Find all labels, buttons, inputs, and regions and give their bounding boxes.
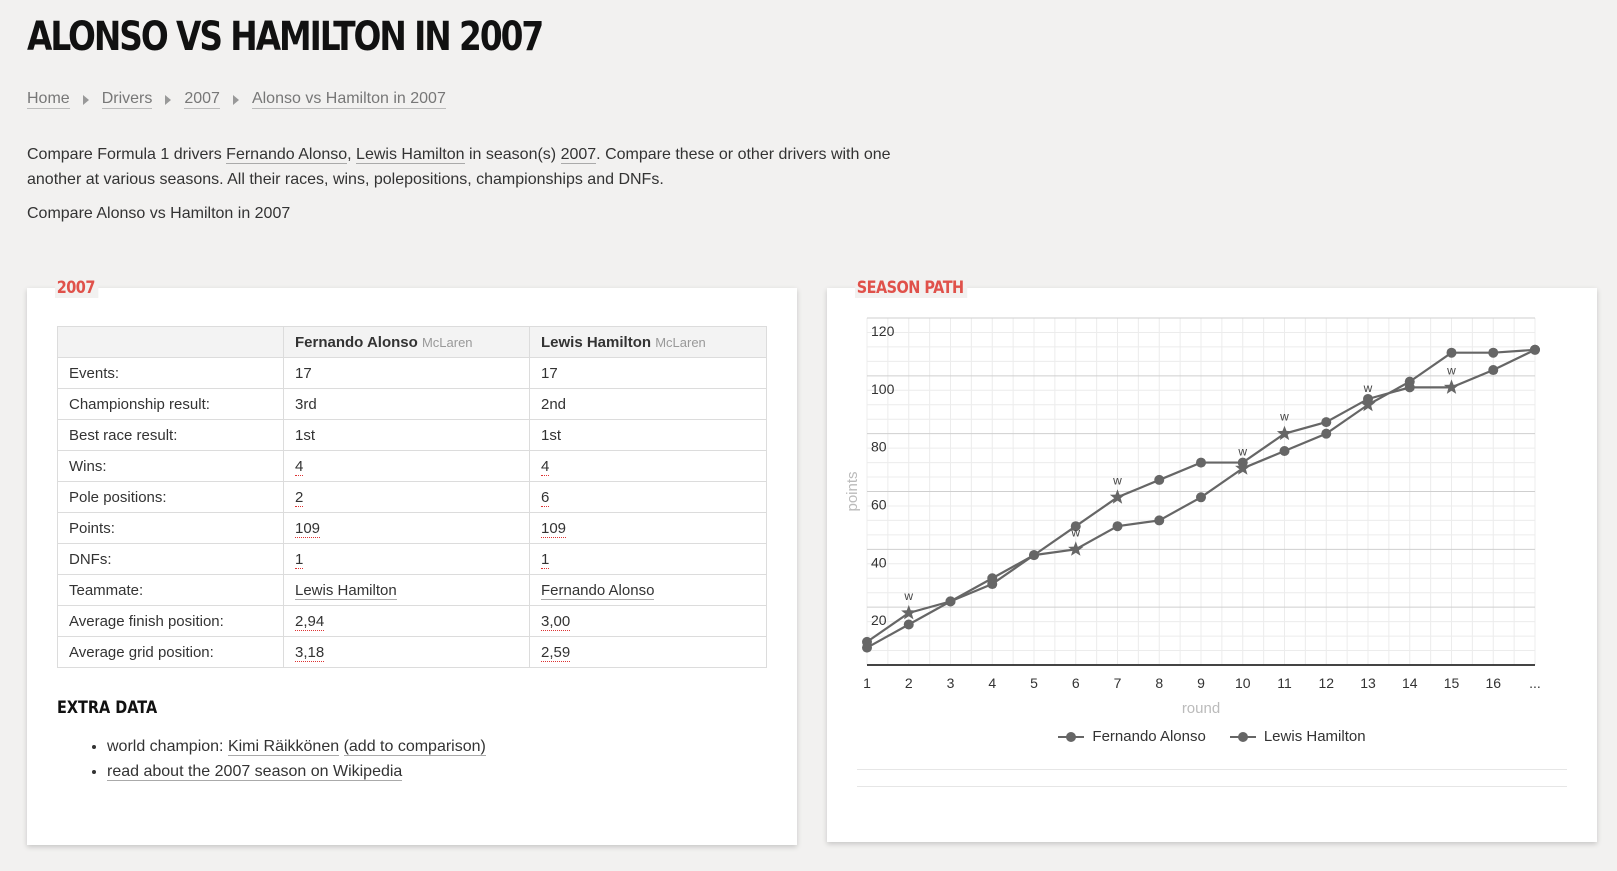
stat-detail-link[interactable]: 1 bbox=[541, 550, 550, 568]
intro-paragraph bbox=[27, 142, 907, 192]
data-point bbox=[1280, 446, 1290, 456]
x-tick-label: 3 bbox=[946, 675, 955, 691]
breadcrumb-home-link[interactable]: Home bbox=[27, 90, 70, 107]
legend-label: Fernando Alonso bbox=[1092, 728, 1206, 745]
stat-detail-link[interactable]: 3,18 bbox=[295, 643, 325, 661]
x-tick-label: 1 bbox=[863, 675, 871, 691]
x-tick-label: 5 bbox=[1030, 675, 1038, 691]
data-point bbox=[1029, 550, 1039, 560]
table-row bbox=[58, 451, 767, 482]
row-value-cell bbox=[284, 482, 530, 513]
x-tick-label: 16 bbox=[1485, 675, 1502, 691]
table-row bbox=[58, 544, 767, 575]
x-tick-label: 12 bbox=[1318, 675, 1335, 691]
stat-value: 17 bbox=[295, 364, 312, 382]
intro-text: in season(s) bbox=[464, 146, 561, 163]
data-point bbox=[1321, 429, 1331, 439]
table-row bbox=[58, 513, 767, 544]
x-tick-label: 14 bbox=[1401, 675, 1418, 691]
data-point bbox=[1196, 492, 1206, 502]
y-axis-title: points bbox=[844, 471, 861, 512]
win-label: w bbox=[1363, 380, 1373, 395]
data-point bbox=[987, 573, 997, 583]
table-header-empty bbox=[58, 327, 284, 358]
season-stats-card bbox=[27, 278, 797, 845]
table-row bbox=[58, 575, 767, 606]
x-tick-label: ... bbox=[1529, 675, 1541, 691]
card-heading: SEASON PATH bbox=[855, 278, 967, 298]
breadcrumb-drivers-link[interactable]: Drivers bbox=[101, 90, 153, 107]
line-marker-icon bbox=[1058, 730, 1084, 744]
stat-detail-link[interactable]: 2 bbox=[295, 488, 304, 506]
row-value-cell bbox=[284, 544, 530, 575]
data-point bbox=[1488, 348, 1498, 358]
card-heading: 2007 bbox=[55, 278, 98, 298]
table-row bbox=[58, 420, 767, 451]
row-label: Average grid position: bbox=[58, 637, 284, 668]
chart-legend bbox=[827, 728, 1597, 745]
win-label: w bbox=[1113, 473, 1122, 488]
breadcrumb-arrow-icon bbox=[83, 95, 89, 105]
y-tick-label: 80 bbox=[871, 438, 887, 455]
x-tick-label: 15 bbox=[1443, 675, 1460, 691]
row-value-cell bbox=[530, 513, 767, 544]
stat-detail-link[interactable]: 3,00 bbox=[541, 612, 571, 630]
team-name: McLaren bbox=[655, 334, 706, 350]
table-header-row bbox=[58, 327, 767, 358]
teammate-link[interactable]: Lewis Hamilton bbox=[295, 581, 397, 599]
data-point bbox=[1405, 377, 1415, 387]
win-label: w bbox=[1071, 525, 1081, 540]
divider bbox=[857, 769, 1567, 770]
y-tick-label: 60 bbox=[871, 496, 887, 513]
driver-name: Fernando Alonso bbox=[295, 333, 418, 351]
stat-detail-link[interactable]: 4 bbox=[295, 457, 304, 475]
data-point bbox=[1113, 521, 1123, 531]
win-label: w bbox=[1280, 409, 1289, 424]
x-tick-label: 2 bbox=[904, 675, 913, 691]
driver-hamilton-link[interactable]: Lewis Hamilton bbox=[356, 146, 465, 163]
data-point bbox=[1530, 345, 1540, 355]
intro-separator: , bbox=[347, 146, 357, 163]
page-subtitle: Compare Alonso vs Hamilton in 2007 bbox=[27, 205, 291, 222]
row-value-cell bbox=[284, 420, 530, 451]
table-row bbox=[58, 606, 767, 637]
breadcrumb bbox=[27, 90, 446, 109]
y-tick-label: 100 bbox=[871, 380, 895, 397]
x-tick-label: 7 bbox=[1113, 675, 1122, 691]
data-point bbox=[1154, 475, 1164, 485]
table-header-driver bbox=[284, 327, 530, 358]
table-header-driver bbox=[530, 327, 767, 358]
row-value-cell bbox=[530, 544, 767, 575]
list-item bbox=[107, 734, 486, 759]
win-label: w bbox=[1447, 363, 1456, 378]
stat-value: 1st bbox=[295, 426, 316, 444]
win-label: w bbox=[904, 588, 914, 603]
row-value-cell bbox=[284, 358, 530, 389]
table-row bbox=[58, 358, 767, 389]
stat-value: 1st bbox=[541, 426, 562, 444]
row-label: Championship result: bbox=[58, 389, 284, 420]
y-tick-label: 40 bbox=[871, 554, 887, 571]
stat-detail-link[interactable]: 109 bbox=[295, 519, 321, 537]
table-row bbox=[58, 389, 767, 420]
x-tick-label: 8 bbox=[1155, 675, 1164, 691]
table-row bbox=[58, 482, 767, 513]
row-label: Average finish position: bbox=[58, 606, 284, 637]
stat-detail-link[interactable]: 109 bbox=[541, 519, 567, 537]
row-value-cell bbox=[530, 420, 767, 451]
row-value-cell bbox=[284, 606, 530, 637]
row-value-cell bbox=[530, 358, 767, 389]
row-value-cell bbox=[530, 606, 767, 637]
row-value-cell bbox=[284, 513, 530, 544]
legend-item[interactable] bbox=[1058, 728, 1205, 745]
teammate-link[interactable]: Fernando Alonso bbox=[541, 581, 655, 599]
data-point bbox=[1447, 348, 1457, 358]
x-tick-label: 9 bbox=[1197, 675, 1205, 691]
stat-detail-link[interactable]: 2,59 bbox=[541, 643, 571, 661]
row-label: DNFs: bbox=[58, 544, 284, 575]
wikipedia-link[interactable]: read about the 2007 season on Wikipedia bbox=[107, 763, 403, 780]
data-point bbox=[1488, 365, 1498, 375]
data-point bbox=[946, 596, 956, 606]
row-label: Wins: bbox=[58, 451, 284, 482]
row-value-cell bbox=[284, 575, 530, 606]
legend-label: Lewis Hamilton bbox=[1263, 728, 1366, 745]
x-axis-title: round bbox=[1181, 700, 1221, 717]
table-row bbox=[58, 637, 767, 668]
stat-value: 17 bbox=[541, 364, 558, 382]
stat-value: 3rd bbox=[295, 395, 317, 413]
driver-name: Lewis Hamilton bbox=[541, 333, 652, 351]
x-tick-label: 13 bbox=[1360, 675, 1376, 691]
breadcrumb-season-link[interactable]: 2007 bbox=[184, 90, 220, 107]
row-value-cell bbox=[530, 637, 767, 668]
x-tick-label: 4 bbox=[988, 675, 997, 691]
row-value-cell bbox=[284, 637, 530, 668]
extra-data-list bbox=[77, 734, 486, 784]
divider bbox=[857, 786, 1567, 787]
team-name: McLaren bbox=[421, 334, 473, 350]
row-value-cell bbox=[284, 389, 530, 420]
x-tick-label: 6 bbox=[1071, 675, 1080, 691]
champion-label: world champion: bbox=[107, 738, 228, 755]
extra-data-title: EXTRA DATA bbox=[57, 698, 158, 718]
row-value-cell bbox=[530, 575, 767, 606]
data-point bbox=[904, 620, 914, 630]
y-tick-label: 20 bbox=[871, 612, 887, 629]
intro-text: Compare Formula 1 drivers bbox=[27, 146, 227, 163]
row-label: Pole positions: bbox=[58, 482, 284, 513]
stat-detail-link[interactable]: 6 bbox=[541, 488, 550, 506]
row-value-cell bbox=[530, 482, 767, 513]
add-to-comparison-link[interactable]: (add to comparison) bbox=[343, 738, 486, 755]
x-tick-label: 10 bbox=[1234, 675, 1251, 691]
row-value-cell bbox=[530, 451, 767, 482]
row-label: Points: bbox=[58, 513, 284, 544]
x-tick-label: 11 bbox=[1277, 675, 1292, 691]
intro-text: . Compare these or other drivers with one another at various seasons. All their races, wins, polepositions, championships and DNFs. bbox=[27, 146, 891, 188]
stat-detail-link[interactable]: 2,94 bbox=[295, 612, 325, 630]
row-value-cell bbox=[284, 451, 530, 482]
row-label: Teammate: bbox=[58, 575, 284, 606]
champion-link[interactable]: Kimi Räikkönen bbox=[227, 738, 340, 755]
row-value-cell bbox=[530, 389, 767, 420]
line-marker-icon bbox=[1230, 730, 1256, 744]
breadcrumb-arrow-icon bbox=[233, 95, 239, 105]
y-tick-label: 120 bbox=[871, 323, 895, 339]
season-path-card bbox=[827, 278, 1597, 842]
breadcrumb-current-link[interactable]: Alonso vs Hamilton in 2007 bbox=[251, 90, 446, 107]
driver-alonso-link[interactable]: Fernando Alonso bbox=[226, 146, 348, 163]
stat-value: 2nd bbox=[541, 395, 567, 413]
stat-detail-link[interactable]: 1 bbox=[295, 550, 304, 568]
data-point bbox=[1321, 417, 1331, 427]
season-path-chart bbox=[827, 288, 1597, 728]
list-item bbox=[107, 759, 486, 784]
page-title: ALONSO VS HAMILTON IN 2007 bbox=[27, 14, 543, 60]
data-point bbox=[862, 643, 872, 653]
comparison-table bbox=[57, 326, 767, 668]
data-point bbox=[1154, 515, 1164, 525]
legend-item[interactable] bbox=[1230, 728, 1366, 745]
stat-detail-link[interactable]: 4 bbox=[541, 457, 550, 475]
data-point bbox=[1196, 458, 1206, 468]
season-link[interactable]: 2007 bbox=[560, 146, 597, 163]
win-label: w bbox=[1238, 444, 1248, 459]
row-label: Best race result: bbox=[58, 420, 284, 451]
row-label: Events: bbox=[58, 358, 284, 389]
breadcrumb-arrow-icon bbox=[165, 95, 171, 105]
